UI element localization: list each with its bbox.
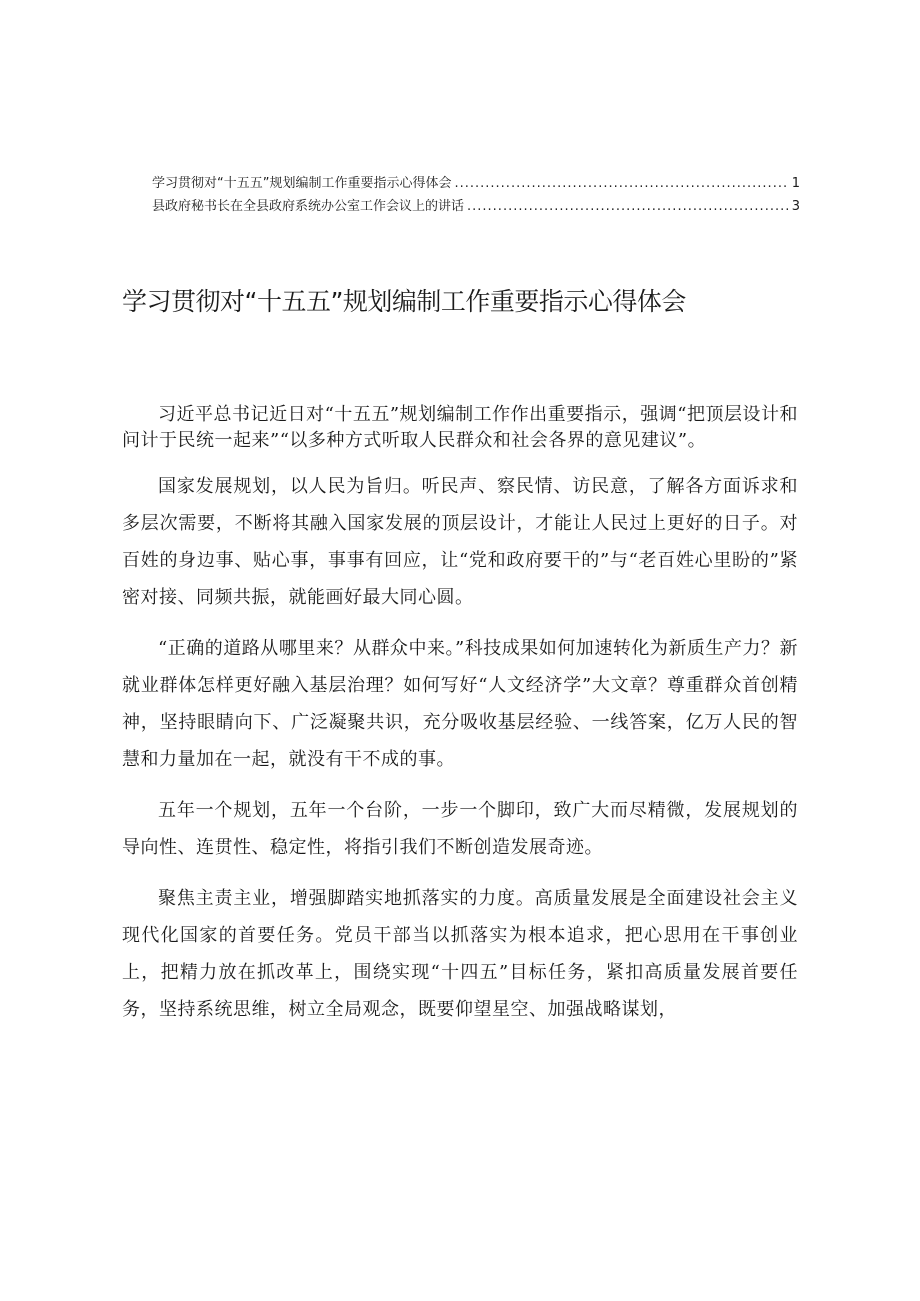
table-of-contents (152, 172, 800, 218)
toc-entry-page: 3 (791, 199, 800, 214)
article-title: 学习贯彻对“十五五”规划编制工作重要指示心得体会 (122, 287, 686, 316)
toc-dot-leader (454, 172, 788, 195)
paragraph: 习近平总书记近日对“十五五”规划编制工作作出重要指示，强调“把顶层设计和问计于民统一起来”“以多种方式听取人民群众和社会各界的意见建议”。 (122, 404, 798, 451)
toc-entry-title: 县政府秘书长在全县政府系统办公室工作会议上的讲话 (152, 199, 465, 214)
paragraph: “正确的道路从哪里来？从群众中来。”科技成果如何加速转化为新质生产力？新就业群体怎样更好融入基层治理？如何写好“人文经济学”大文章？尊重群众首创精神，坚持眼睛向下、广泛凝聚共识，充分吸收基层经验、一线答案，亿万人民的智慧和力量加在一起，就没有干不成的事。 (122, 638, 798, 770)
paragraph: 五年一个规划，五年一个台阶，一步一个脚印，致广大而尽精微，发展规划的导向性、连贯性、稳定性，将指引我们不断创造发展奇迹。 (122, 800, 798, 858)
toc-dot-leader (467, 195, 789, 218)
article-body (122, 402, 798, 1042)
toc-entry[interactable] (152, 172, 800, 195)
toc-entry-page: 1 (791, 176, 800, 191)
paragraph: 国家发展规划，以人民为旨归。听民声、察民情、访民意，了解各方面诉求和多层次需要，不断将其融入国家发展的顶层设计，才能让人民过上更好的日子。对百姓的身边事、贴心事，事事有回应，让“党和政府要干的”与“老百姓心里盼的”紧密对接、同频共振，就能画好最大同心圆。 (122, 476, 798, 608)
toc-entry-title: 学习贯彻对“十五五”规划编制工作重要指示心得体会 (152, 176, 452, 191)
paragraph: 聚焦主责主业，增强脚踏实地抓落实的力度。高质量发展是全面建设社会主义现代化国家的首要任务。党员干部当以抓落实为根本追求，把心思用在干事创业上，把精力放在抓改革上，围绕实现“十四五”目标任务，紧扣高质量发展首要任务，坚持系统思维，树立全局观念，既要仰望星空、加强战略谋划， (122, 888, 798, 1020)
toc-entry[interactable] (152, 195, 800, 218)
